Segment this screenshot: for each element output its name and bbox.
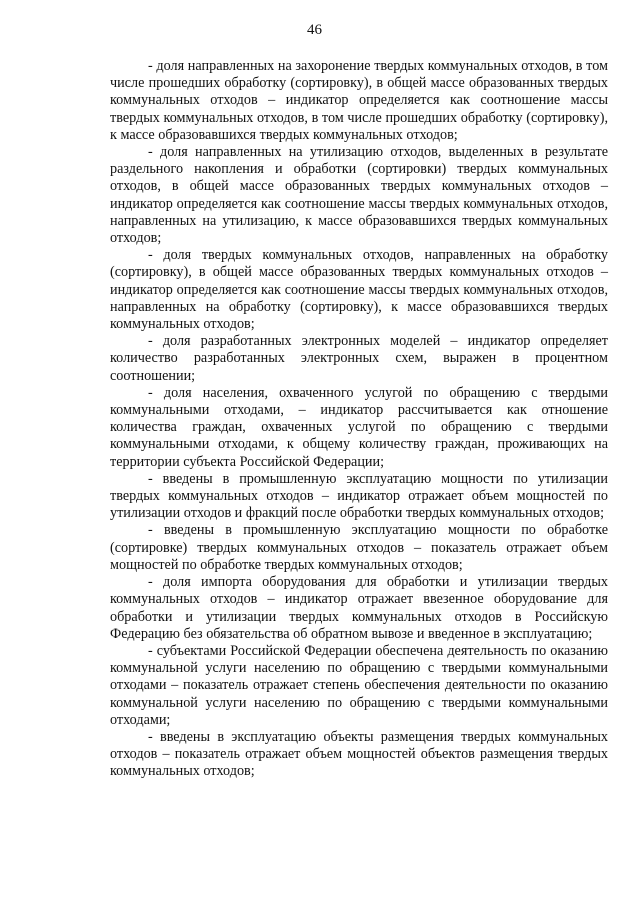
- paragraph: - доля населения, охваченного услугой по обращению с твердыми коммунальными отходами, – индикатор рассчитывается как отношение количества граждан, охваченных услугой по обращению с твердыми коммунальными отходами, к общему количеству граждан, проживающих на территории субъекта Российской Федерации;: [110, 384, 608, 470]
- paragraph: - доля направленных на захоронение твердых коммунальных отходов, в том числе прошедших обработку (сортировку), в общей массе образованных твердых коммунальных отходов – индикатор определяется как соотношение массы твердых коммунальных отходов, в том числе прошедших обработку (сортировку), к массе образовавшихся твердых коммунальных отходов;: [110, 58, 608, 143]
- paragraph: - доля твердых коммунальных отходов, направленных на обработку (сортировку), в общей массе образованных твердых коммунальных отходов – индикатор определяется как соотношение массы твердых коммунальных отходов, направленных на обработку (сортировку), к массе образовавшихся твердых коммунальных отходов;: [110, 247, 608, 333]
- paragraph: - введены в промышленную эксплуатацию мощности по обработке (сортировке) твердых коммунальных отходов – показатель отражает объем мощностей по обработке твердых коммунальных отходов;: [110, 522, 608, 573]
- paragraph: - доля разработанных электронных моделей – индикатор определяет количество разработанных электронных схем, выражен в процентном соотношении;: [110, 333, 608, 384]
- paragraph: - доля импорта оборудования для обработки и утилизации твердых коммунальных отходов – индикатор отражает ввезенное оборудование для обработки и утилизации твердых коммунальных отходов в Российскую Федерацию без обязательства об обратном вывозе и введенное в эксплуатацию;: [110, 574, 608, 642]
- paragraph: - доля направленных на утилизацию отходов, выделенных в результате раздельного накопления и обработки (сортировки) твердых коммунальных отходов, в общей массе образованных твердых коммунальных отходов – индикатор определяется как соотношение массы твердых коммунальных отходов, направленных на утилизацию, к массе образовавшихся твердых коммунальных отходов;: [110, 144, 608, 247]
- paragraph: - введены в промышленную эксплуатацию мощности по утилизации твердых коммунальных отходов – индикатор отражает объем мощностей по утилизации отходов и фракций после обработки твердых коммунальных отходов;: [110, 470, 608, 522]
- document-body: [110, 58, 608, 781]
- page-number: 46: [307, 22, 322, 38]
- paragraph: - субъектами Российской Федерации обеспечена деятельность по оказанию коммунальной услуги населению по обращению с твердыми коммунальными отходами – показатель отражает степень обеспечения деятельности по оказанию коммунальной услуги населению по обращению с твердыми коммунальными отходами;: [110, 642, 608, 728]
- paragraph: - введены в эксплуатацию объекты размещения твердых коммунальных отходов – показатель отражает объем мощностей объектов размещения твердых коммунальных отходов;: [110, 728, 608, 780]
